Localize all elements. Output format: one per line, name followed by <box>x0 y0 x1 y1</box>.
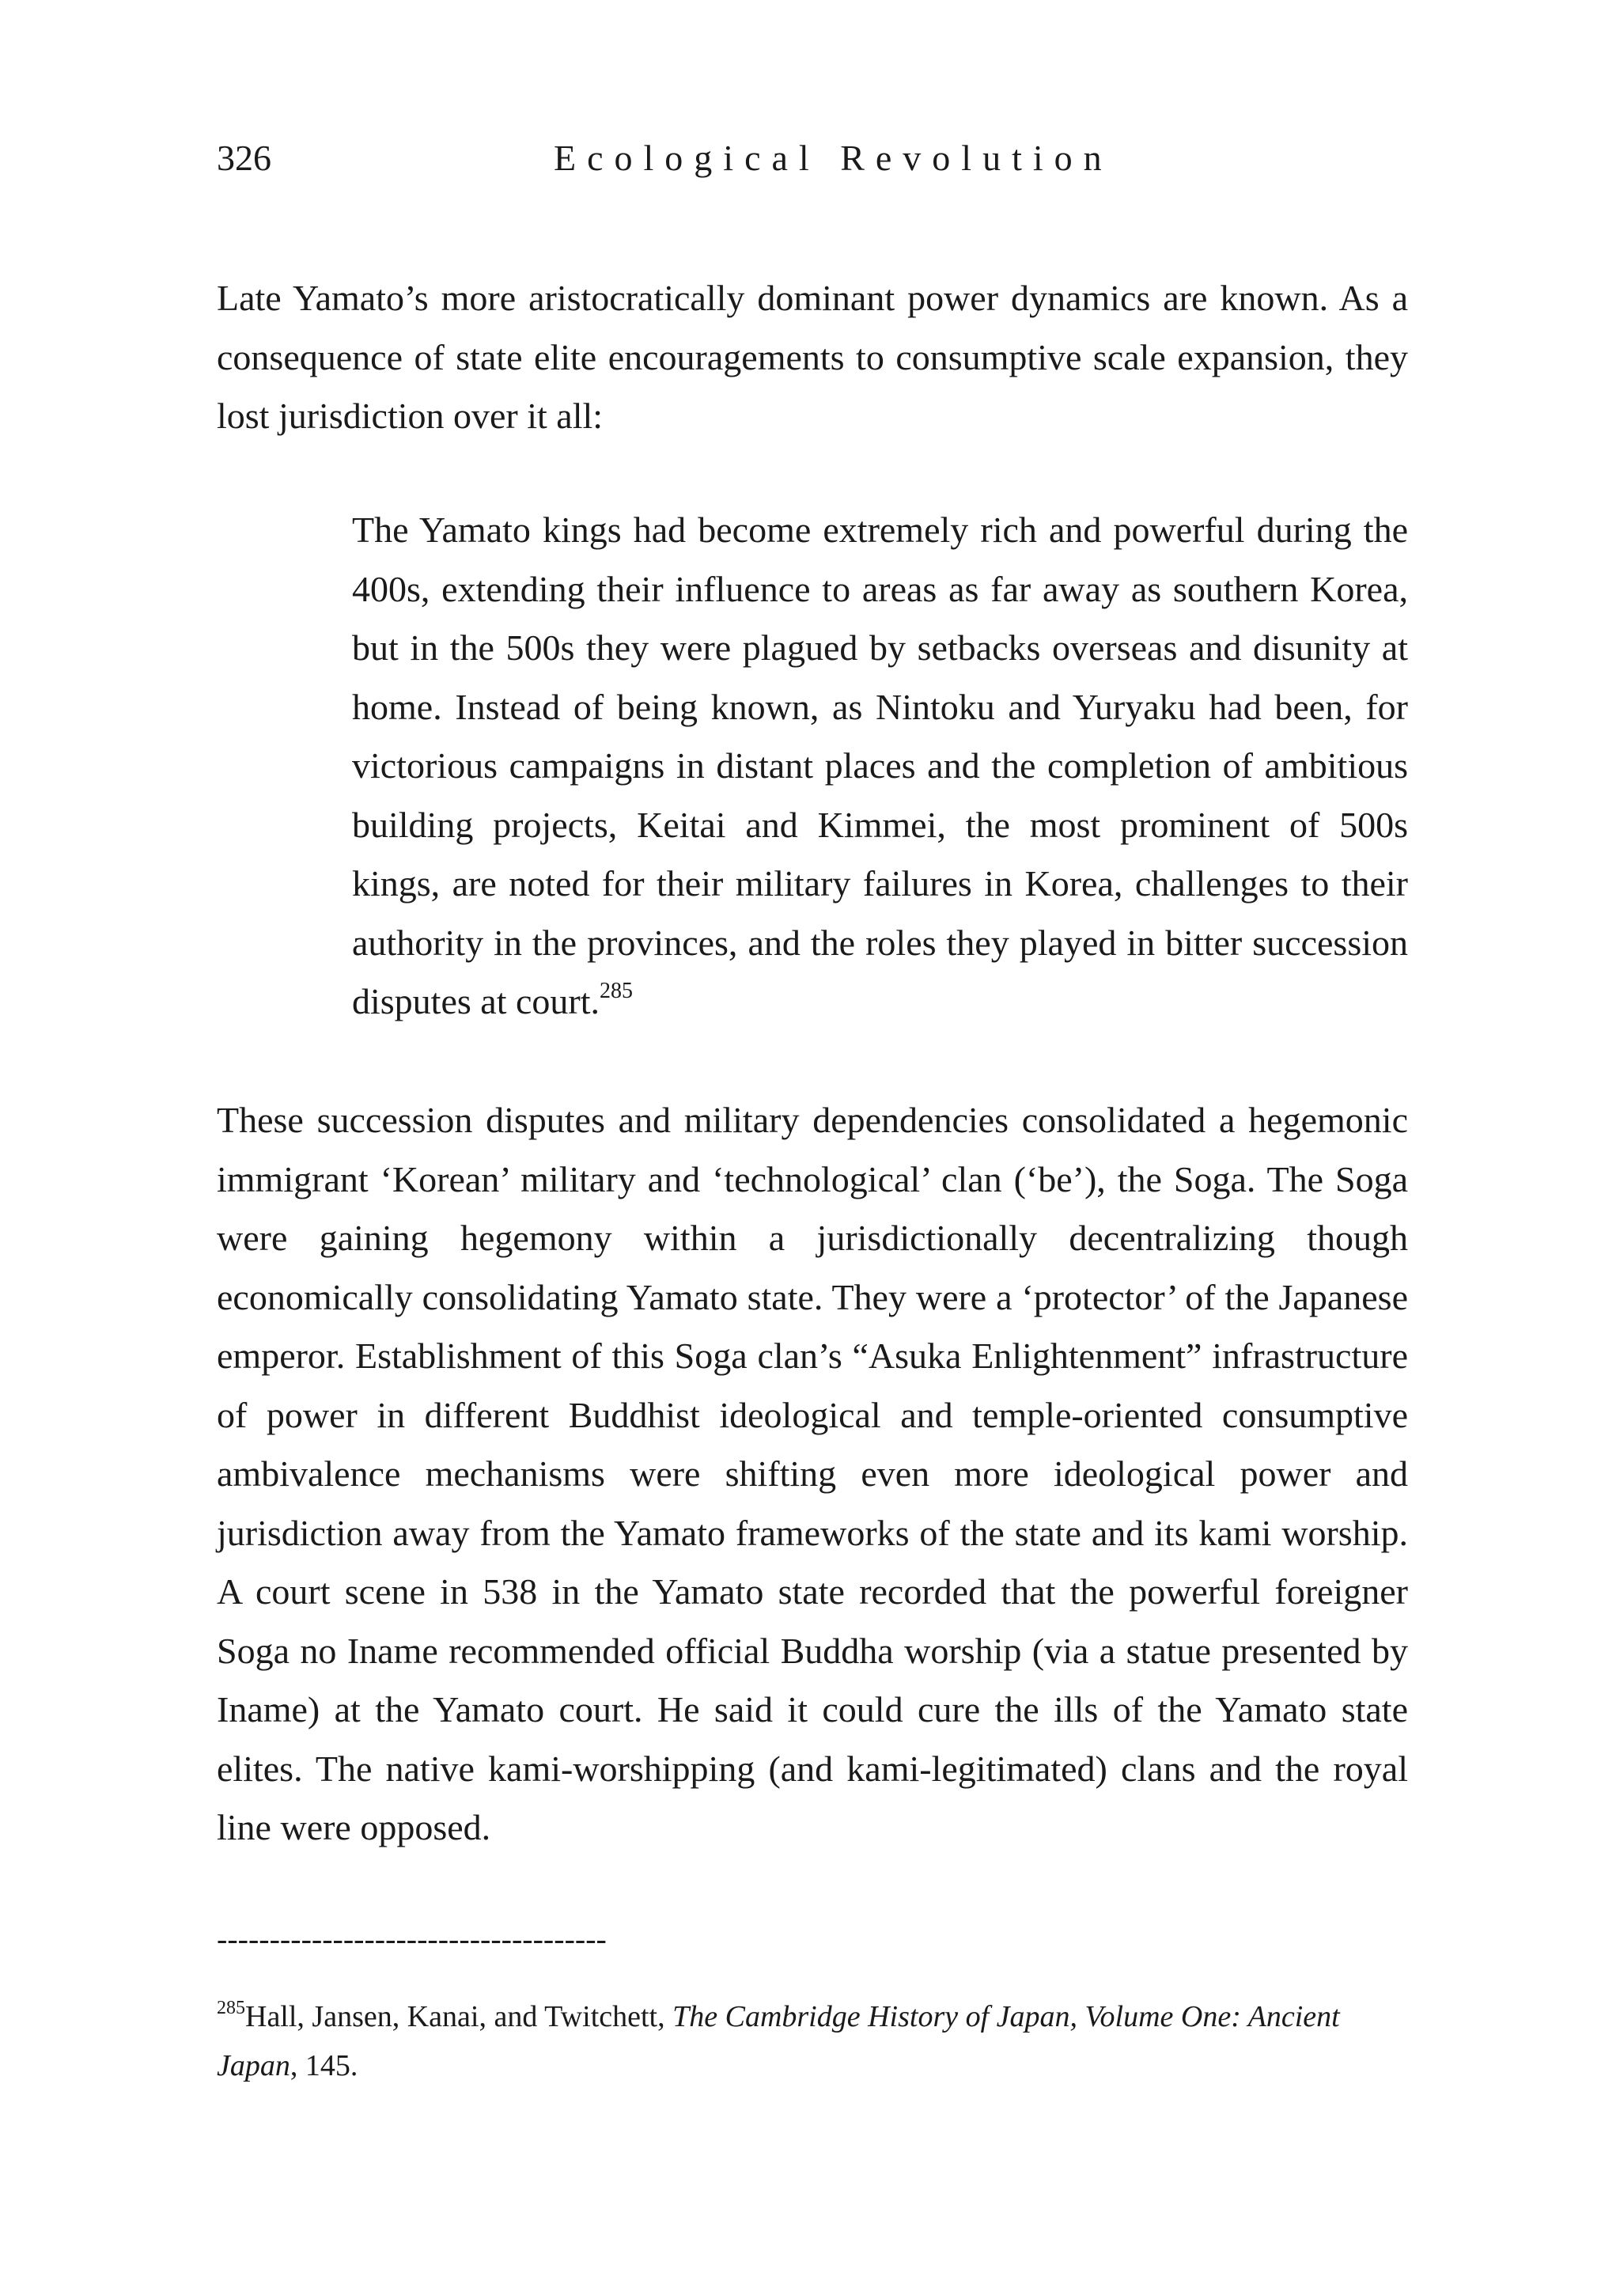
footnote-separator: ------------------------------------- <box>217 1921 607 1957</box>
page-number: 326 <box>217 138 271 178</box>
block-quote <box>352 501 1408 1032</box>
footnote-number: 285 <box>217 1998 245 2018</box>
footnote-reference[interactable]: 285 <box>600 979 633 1003</box>
body-paragraph-soga: These succession disputes and military dependencies consolidated a hegemonic immigrant ‘Korean’ military and ‘technological’ clan (‘be’), the Soga. The Soga were gaining hegemony within a jurisdictionally decentralizing though economically consolidating Yamato state. They were a ‘protector’ of the Japanese emperor. Establishment of this Soga clan’s “Asuka Enlightenment” infrastructure of power in different Buddhist ideological and temple-oriented consumptive ambivalence mechanisms were shifting even more ideological power and jurisdiction away from the Yamato frameworks of the state and its kami worship. A court scene in 538 in the Yamato state recorded that the powerful foreigner Soga no Iname recommended official Buddha worship (via a statue presented by Iname) at the Yamato court. He said it could cure the ills of the Yamato state elites. The native kami-worshipping (and kami-legitimated) clans and the royal line were opposed. <box>217 1100 1408 1847</box>
running-title: Ecological Revolution <box>554 138 1113 178</box>
footnote-title: The Cambridge History of Japan, Volume One: Ancient Japan <box>217 2000 1340 2082</box>
block-quote-text: The Yamato kings had become extremely rich and powerful during the 400s, extending their influence to areas as far away as southern Korea, but in the 500s they were plagued by setbacks overseas and disunity at home. Instead of being known, as Nintoku and Yuryaku had been, for victorious campaigns in distant places and the completion of ambitious building projects, Keitai and Kimmei, the most prominent of 500s kings, are noted for their military failures in Korea, challenges to their authority in the provinces, and the roles they played in bitter succession disputes at court. <box>352 510 1408 1021</box>
body-paragraph-intro: Late Yamato’s more aristocratically dominant power dynamics are known. As a consequence of state elite encouragements to consumptive scale expansion, they lost jurisdiction over it all: <box>217 278 1408 436</box>
footnote-authors: Hall, Jansen, Kanai, and Twitchett, <box>245 2000 673 2033</box>
footnote-page: , 145. <box>290 2049 358 2082</box>
footnote <box>217 1992 1408 2090</box>
